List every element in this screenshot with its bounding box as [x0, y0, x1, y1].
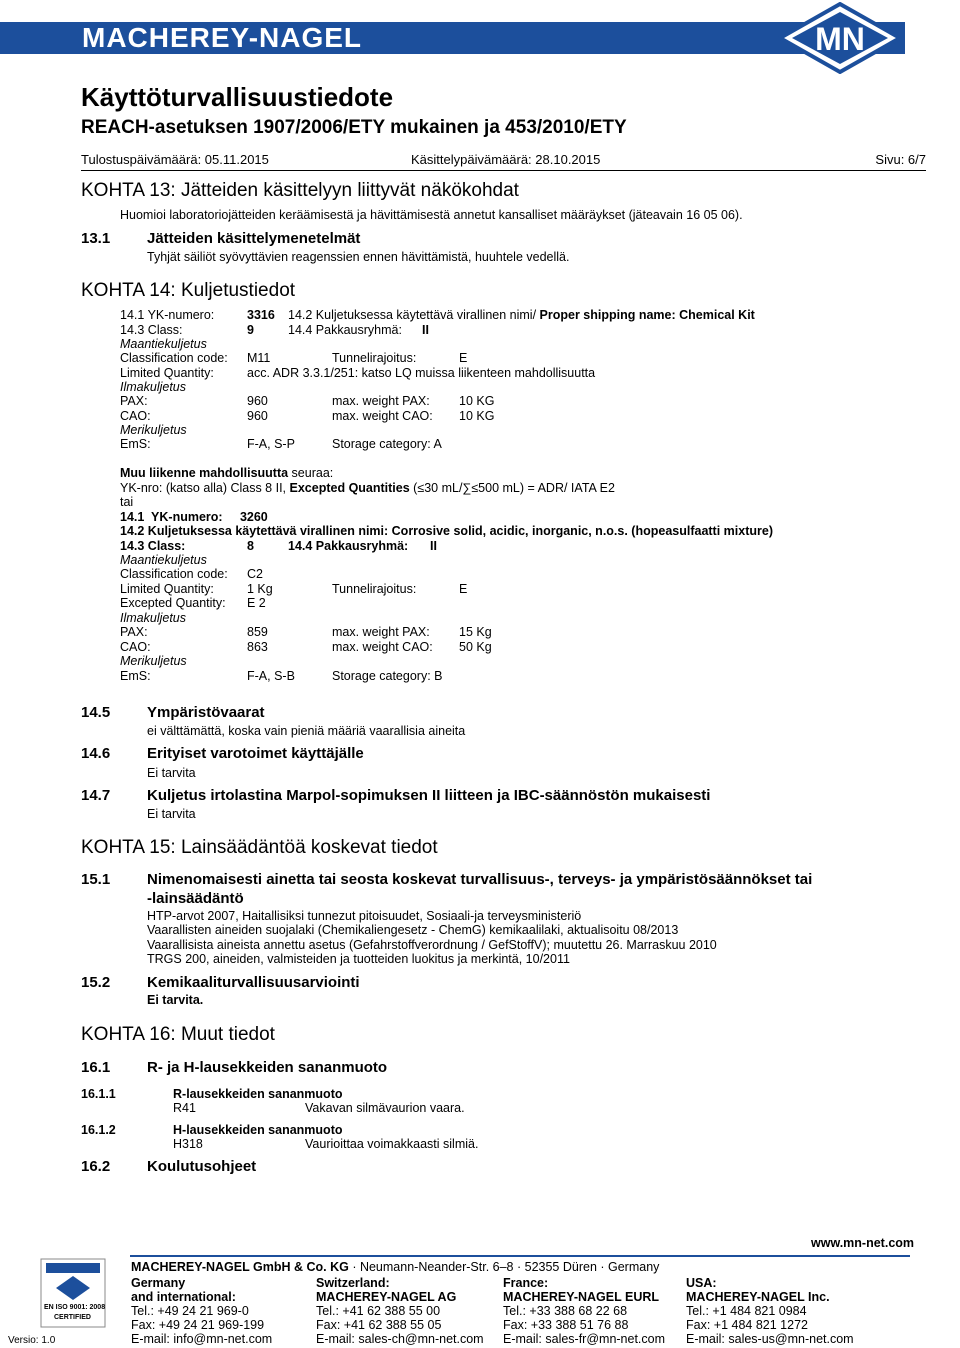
b-class-label: 14.3 Class: [120, 539, 186, 553]
b-cao-label: CAO: [120, 640, 151, 654]
s16-2-number: 16.2 [81, 1158, 111, 1175]
a-ems-label: EmS: [120, 437, 151, 451]
b-group-label: 14.4 Pakkausryhmä: [288, 539, 409, 553]
a-maxpax-label: max. weight PAX: [332, 394, 430, 408]
a-cao-value: 960 [247, 409, 268, 423]
s15-1-number: 15.1 [81, 871, 111, 888]
a-maxcao-label: max. weight CAO: [332, 409, 433, 423]
email-usa[interactable]: E-mail: sales-us@mn-net.com [686, 1332, 854, 1346]
s13-note: Huomioi laboratoriojätteiden keräämisestä ja hävittämisestä annetut kansalliset määräykset (jäteavain 16 05 06). [120, 208, 743, 222]
b-tunnel-label: Tunnelirajoitus: [332, 582, 417, 596]
s16-1-number: 16.1 [81, 1059, 111, 1076]
print-date: Tulostuspäivämäärä: 05.11.2015 [81, 152, 269, 167]
section-16-heading: KOHTA 16: Muut tiedot [81, 1024, 275, 1045]
iso-certificate-badge [40, 1258, 106, 1328]
a-group-label: 14.4 Pakkausryhmä: [288, 323, 402, 337]
a-class-label: 14.3 Class: [120, 323, 183, 337]
a-air-heading: Ilmakuljetus [120, 380, 186, 394]
b-ems-label: EmS: [120, 669, 151, 683]
law-4: TRGS 200, aineiden, valmisteiden ja tuotteiden luokitus ja merkintä, 10/2011 [147, 952, 570, 966]
website-link[interactable]: www.mn-net.com [811, 1236, 915, 1250]
date-bar [81, 150, 926, 171]
footer-col-france: France: MACHEREY-NAGEL EURL Tel.: +33 388 68 22 68 Fax: +33 388 51 76 88 E-mail: sales-fr@mn-net.com [503, 1276, 666, 1346]
s14-5-number: 14.5 [81, 704, 111, 721]
b-lq-value: 1 Kg [247, 582, 273, 596]
s14-7-title: Kuljetus irtolastina Marpol-sopimuksen II liitteen ja IBC-säännöstön mukaisesti [147, 787, 711, 804]
or-text: tai [120, 495, 134, 509]
b-ems-value: F-A, S-B [247, 669, 295, 683]
email-france[interactable]: E-mail: sales-fr@mn-net.com [503, 1332, 666, 1346]
law-1: HTP-arvot 2007, Haitallisiksi tunnezut pitoisuudet, Sosiaali-ja terveysministeriö [147, 909, 582, 923]
b-pax-label: PAX: [120, 625, 148, 639]
b-road-heading: Maantiekuljetus [120, 553, 207, 567]
s14-6-number: 14.6 [81, 745, 111, 762]
a-pax-label: PAX: [120, 394, 148, 408]
a-cao-label: CAO: [120, 409, 151, 423]
s15-2-number: 15.2 [81, 974, 111, 991]
s13-1-text: Tyhjät säiliöt syövyttävien reagenssien ennen hävittämistä, huuhtele vedellä. [147, 250, 570, 264]
s15-1-title-line1: Nimenomaisesti ainetta tai seosta koskevat turvallisuus-, terveys- ja ympäristösäännökset tai [147, 871, 813, 888]
a-lq-value: acc. ADR 3.3.1/251: katso LQ muissa liikenteen mahdollisuutta [247, 366, 596, 380]
r41-text: Vakavan silmävaurion vaara. [305, 1101, 465, 1115]
b-maxpax-value: 15 Kg [459, 625, 492, 639]
a-pax-value: 960 [247, 394, 268, 408]
a-un-value: 3316 [247, 308, 275, 322]
h318-text: Vaurioittaa voimakkaasti silmiä. [305, 1137, 479, 1151]
a-group-value: II [422, 323, 429, 337]
a-sea-heading: Merikuljetus [120, 423, 187, 437]
b-group-value: II [430, 539, 437, 553]
mn-logo-text: MN [815, 21, 865, 57]
s16-1-1-title: R-lausekkeiden sananmuoto [173, 1087, 343, 1101]
b-sea-heading: Merikuljetus [120, 654, 187, 668]
s16-1-1-number: 16.1.1 [81, 1087, 116, 1101]
s13-1-number: 13.1 [81, 230, 111, 247]
b-shipping-name: 14.2 Kuljetuksessa käytettävä virallinen nimi: Corrosive solid, acidic, inorganic, n.o.s. (hopeasulfaatti mixture) [120, 524, 773, 538]
header-banner [0, 0, 960, 72]
b-cao-value: 863 [247, 640, 268, 654]
document-subtitle: REACH-asetuksen 1907/2006/ETY mukainen ja 453/2010/ETY [81, 117, 627, 138]
section-13-heading: KOHTA 13: Jätteiden käsittelyyn liittyvät näkökohdat [81, 180, 519, 201]
b-class-value: 8 [247, 539, 254, 553]
email-germany[interactable]: E-mail: info@mn-net.com [131, 1332, 273, 1346]
s15-1-title-line2: -lainsäädäntö [147, 890, 244, 907]
document-title: Käyttöturvallisuustiedote [81, 82, 394, 112]
s13-1-title: Jätteiden käsittelymenetelmät [147, 230, 361, 247]
version: Versio: 1.0 [8, 1335, 56, 1346]
a-maxcao-value: 10 KG [459, 409, 495, 423]
s16-2-title: Koulutusohjeet [147, 1158, 257, 1175]
email-switzerland[interactable]: E-mail: sales-ch@mn-net.com [316, 1332, 484, 1346]
section-14-heading: KOHTA 14: Kuljetustiedot [81, 280, 296, 301]
r41-code: R41 [173, 1101, 196, 1115]
a-class-value: 9 [247, 323, 254, 337]
s15-2-title: Kemikaaliturvallisuusarviointi [147, 974, 360, 991]
a-road-heading: Maantiekuljetus [120, 337, 207, 351]
s14-5-title: Ympäristövaarat [147, 704, 265, 721]
a-ems-value: F-A, S-P [247, 437, 295, 451]
s16-1-2-title: H-lausekkeiden sananmuoto [173, 1123, 343, 1137]
s14-6-text: Ei tarvita [147, 766, 196, 780]
a-tunnel-value: E [459, 351, 468, 365]
s14-7-number: 14.7 [81, 787, 111, 804]
h318-code: H318 [173, 1137, 203, 1151]
a-storage: Storage category: A [332, 437, 442, 451]
a-un-label: 14.1 YK-numero: [120, 308, 215, 322]
other-transport: Muu liikenne mahdollisuutta seuraa: [120, 466, 334, 480]
s15-2-text: Ei tarvita. [147, 993, 204, 1007]
company-line: MACHEREY-NAGEL GmbH & Co. KG · Neumann-Neander-Str. 6–8 · 52355 Düren · Germany [131, 1260, 660, 1274]
b-maxcao-value: 50 Kg [459, 640, 492, 654]
s14-5-text: ei välttämättä, koska vain pieniä määriä vaarallisia aineita [147, 724, 466, 738]
a-maxpax-value: 10 KG [459, 394, 495, 408]
a-lq-label: Limited Quantity: [120, 366, 214, 380]
page-number: Sivu: 6/7 [875, 152, 926, 167]
footer-col-usa: USA: MACHEREY-NAGEL Inc. Tel.: +1 484 821 0984 Fax: +1 484 821 1272 E-mail: sales-us@mn-net.com [686, 1276, 854, 1346]
b-cc-value: C2 [247, 567, 263, 581]
b-cc-label: Classification code: [120, 567, 228, 581]
s14-7-text: Ei tarvita [147, 807, 196, 821]
a-shipping-name: 14.2 Kuljetuksessa käytettävä virallinen nimi/ Proper shipping name: Chemical Kit [288, 308, 755, 322]
b-eq-value: E 2 [247, 596, 266, 610]
b-storage: Storage category: B [332, 669, 443, 683]
b-un: 14.1 YK-numero: 3260 [120, 510, 268, 524]
section-15-heading: KOHTA 15: Lainsäädäntöä koskevat tiedot [81, 837, 438, 858]
b-air-heading: Ilmakuljetus [120, 611, 186, 625]
s16-1-title: R- ja H-lausekkeiden sananmuoto [147, 1059, 388, 1076]
cert-text-2: CERTIFIED [54, 1314, 91, 1321]
b-lq-label: Limited Quantity: [120, 582, 214, 596]
cert-text-1: EN ISO 9001: 2008 [44, 1304, 106, 1311]
s16-1-2-number: 16.1.2 [81, 1123, 116, 1137]
b-tunnel-value: E [459, 582, 468, 596]
law-3: Vaarallisista aineista annettu asetus (Gefahrstoffverordnung / GefStoffV); muutettu 26. Marraskuu 2010 [147, 938, 717, 952]
process-date: Käsittelypäivämäärä: 28.10.2015 [411, 152, 601, 167]
brand-name: MACHEREY-NAGEL [82, 22, 363, 53]
footer-divider [130, 1255, 910, 1257]
a-cc-label: Classification code: [120, 351, 228, 365]
excepted-quantities-line: YK-nro: (katso alla) Class 8 II, Excepted Quantities (≤30 mL/∑≤500 mL) = ADR/ IATA E2 [120, 481, 615, 495]
s14-6-title: Erityiset varotoimet käyttäjälle [147, 745, 364, 762]
b-maxpax-label: max. weight PAX: [332, 625, 430, 639]
mn-logo-icon [778, 2, 902, 74]
b-pax-value: 859 [247, 625, 268, 639]
a-cc-value: M11 [247, 351, 271, 365]
b-eq-label: Excepted Quantity: [120, 596, 226, 610]
a-tunnel-label: Tunnelirajoitus: [332, 351, 417, 365]
b-maxcao-label: max. weight CAO: [332, 640, 433, 654]
law-2: Vaarallisten aineiden suojalaki (Chemikaliengesetz - ChemG) kemikaalilaki, aktualisoitu 08/2013 [147, 923, 679, 937]
footer-col-germany: Germany and international: Tel.: +49 24 21 969-0 Fax: +49 24 21 969-199 E-mail: info@mn-net.com [131, 1276, 273, 1346]
footer-col-switzerland: Switzerland: MACHEREY-NAGEL AG Tel.: +41 62 388 55 00 Fax: +41 62 388 55 05 E-mail: sales-ch@mn-net.com [316, 1276, 484, 1346]
